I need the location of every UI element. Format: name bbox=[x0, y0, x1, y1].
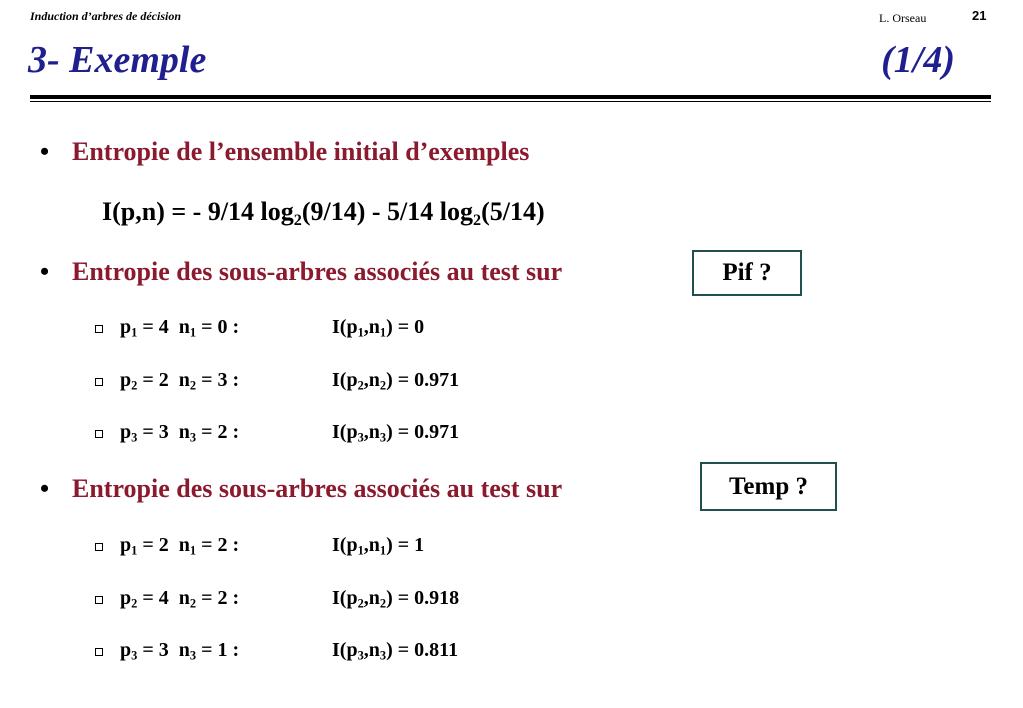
author-name: L. Orseau bbox=[879, 11, 927, 25]
square-bullet-icon bbox=[95, 325, 103, 333]
pif-row-2-entropy: $I(p_2,n_2) = 0.971$ bbox=[332, 369, 460, 393]
bullet-icon: • bbox=[40, 257, 50, 286]
course-title: Induction d’arbres de décision bbox=[30, 9, 182, 23]
temp-row-2-entropy: $I(p_2,n_2) = 0.918$ bbox=[332, 587, 460, 611]
slide-title: 3- Exemple bbox=[28, 39, 207, 81]
bullet-icon: • bbox=[40, 137, 50, 166]
square-bullet-icon bbox=[95, 543, 103, 551]
square-bullet-icon bbox=[95, 430, 103, 438]
pif-row-3-entropy: $I(p_3,n_3) = 0.971$ bbox=[332, 421, 460, 445]
pif-row-1-entropy: $I(p_1,n_1) = 0$ bbox=[332, 316, 425, 340]
pif-row-1-counts: $p_1 = 4$ $n_1 = 0$ : bbox=[120, 316, 240, 340]
title-rule-thin bbox=[30, 101, 991, 102]
section-heading-pif: Entropie des sous-arbres associés au test sur bbox=[72, 257, 563, 286]
pif-row-3-counts: $p_3 = 3$ $n_3 = 2$ : bbox=[120, 421, 240, 445]
pif-row-2-counts: $p_2 = 2$ $n_2 = 3$ : bbox=[120, 369, 240, 393]
bullet-icon: • bbox=[40, 474, 50, 503]
section-heading-temp: Entropie des sous-arbres associés au test sur bbox=[72, 474, 563, 503]
square-bullet-icon bbox=[95, 648, 103, 656]
title-rule-thick bbox=[30, 95, 991, 99]
temp-row-3-entropy: $I(p_3,n_3) = 0.811$ bbox=[332, 639, 459, 663]
temp-row-1-counts: $p_1 = 2$ $n_1 = 2$ : bbox=[120, 534, 240, 558]
square-bullet-icon bbox=[95, 378, 103, 386]
entropy-formula: I(p,n) = - 9/14 $\log_2(9/14) - 5/14$ $\log_2(5/14)$ bbox=[102, 197, 545, 229]
temp-row-3-counts: $p_3 = 3$ $n_3 = 1$ : bbox=[120, 639, 240, 663]
section-heading-initial: Entropie de l’ensemble initial d’exemples bbox=[72, 137, 530, 166]
temp-row-2-counts: $p_2 = 4$ $n_2 = 2$ : bbox=[120, 587, 240, 611]
page-number: 21 bbox=[972, 8, 987, 23]
test-box-temp: Temp ? bbox=[700, 462, 837, 511]
test-box-pif: Pif ? bbox=[692, 250, 802, 296]
square-bullet-icon bbox=[95, 596, 103, 604]
temp-row-1-entropy: $I(p_1,n_1) = 1$ bbox=[332, 534, 425, 558]
slide-part: (1/4) bbox=[881, 39, 955, 81]
